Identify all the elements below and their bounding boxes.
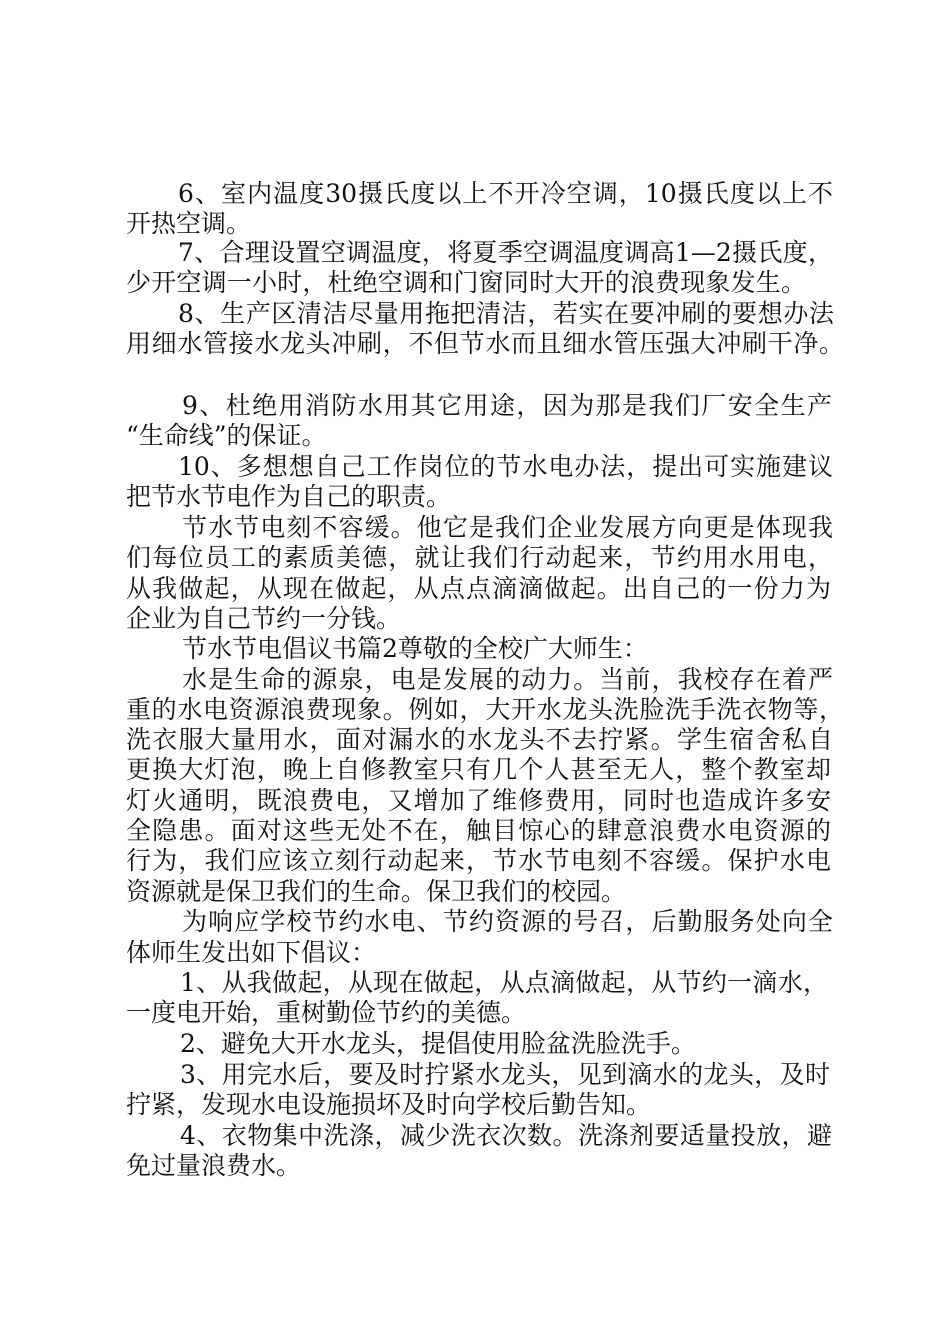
item-1-line-2: 一度电开始，重树勤俭节约的美德。 [126,998,527,1027]
paragraph-8-line-1: 8、生产区清洁尽量用拖把清洁，若实在要冲刷的要想办法 [178,299,834,328]
paragraph-10-line-1: 10、多想想自己工作岗位的节水电办法，提出可实施建议 [178,452,833,481]
paragraph-10-line-2: 把节水节电作为自己的职责。 [126,482,452,511]
paragraph-water-line-4: 更换大灯泡，晚上自修教室只有几个人甚至无人，整个教室却 [126,755,831,784]
paragraph-proposal-line-1: 为响应学校节约水电、节约资源的号召，后勤服务处向全 [182,907,833,936]
paragraph-9-line-1: 9、杜绝用消防水用其它用途，因为那是我们厂安全生产 [182,391,832,420]
paragraph-water-line-3: 洗衣服大量用水，面对漏水的水龙头不去拧紧。学生宿舍私自 [126,725,833,754]
paragraph-water-line-7: 行为，我们应该立刻行动起来，节水节电刻不容缓。保护水电 [126,846,831,875]
paragraph-urgency-line-1: 节水节电刻不容缓。他它是我们企业发展方向更是体现我 [182,513,833,542]
paragraph-urgency-line-3: 从我做起，从现在做起，从点点滴滴做起。出自己的一份力为 [126,574,831,603]
paragraph-urgency-line-4: 企业为自己节约一分钱。 [126,604,402,633]
paragraph-water-line-1: 水是生命的源泉，电是发展的动力。当前，我校存在着严 [182,665,833,694]
paragraph-water-line-2: 重的水电资源浪费现象。例如，大开水龙头洗脸洗手洗衣物等， [126,695,844,724]
paragraph-8-line-2: 用细水管接水龙头冲刷，不但节水而且细水管压强大冲刷干净。 [126,329,844,358]
paragraph-proposal-line-2: 体师生发出如下倡议： [126,938,377,967]
item-2-line-1: 2、避免大开水龙头，提倡使用脸盆洗脸洗手。 [180,1029,696,1058]
paragraph-water-line-5: 灯火通明，既浪费电，又增加了维修费用，同时也造成许多安 [126,786,831,815]
paragraph-6-line-1: 6、室内温度30摄氏度以上不开冷空调，10摄氏度以上不 [178,179,833,208]
paragraph-urgency-line-2: 们每位员工的素质美德，就让我们行动起来，节约用水用电， [126,543,833,572]
paragraph-9-line-2: “生命线”的保证。 [126,421,327,450]
paragraph-water-line-8: 资源就是保卫我们的生命。保卫我们的校园。 [126,877,627,906]
paragraph-6-line-2: 开热空调。 [126,209,252,238]
item-1-line-1: 1、从我做起，从现在做起，从点滴做起，从节约一滴水， [180,968,828,997]
paragraph-water-line-6: 全隐患。面对这些无处不在，触目惊心的肆意浪费水电资源的 [126,816,831,845]
section-heading-line: 节水节电倡议书篇2尊敬的全校广大师生： [182,634,648,663]
paragraph-7-line-2: 少开空调一小时，杜绝空调和门窗同时大开的浪费现象发生。 [126,268,806,297]
item-3-line-1: 3、用完水后，要及时拧紧水龙头，见到滴水的龙头，及时 [180,1060,830,1089]
item-3-line-2: 拧紧，发现水电设施损坏及时向学校后勤告知。 [126,1090,652,1119]
paragraph-7-line-1: 7、合理设置空调温度，将夏季空调温度调高1—2摄氏度， [178,238,833,267]
item-4-line-1: 4、衣物集中洗涤，减少洗衣次数。洗涤剂要适量投放，避 [180,1121,832,1150]
item-4-line-2: 免过量浪费水。 [126,1151,302,1180]
